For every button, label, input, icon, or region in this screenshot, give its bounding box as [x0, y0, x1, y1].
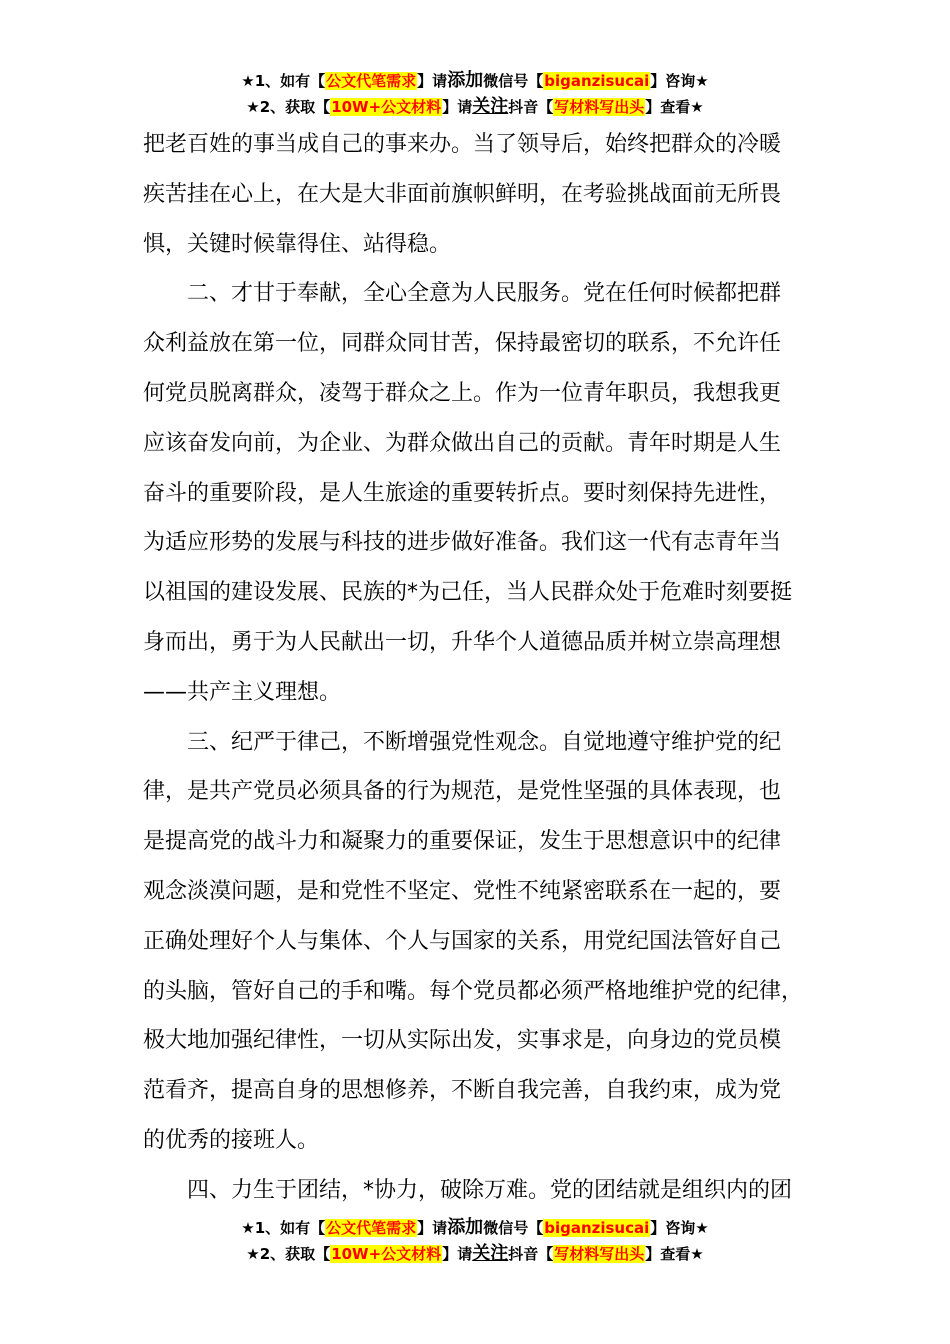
banner-text: 抖音【	[508, 1245, 554, 1263]
banner-text: 】查看★	[645, 1245, 704, 1263]
text-line: 二、才甘于奉献，全心全意为人民服务。党在任何时候都把群	[187, 281, 782, 307]
text-line: ——共产主义理想。	[143, 679, 342, 705]
banner-highlight-wechat: biganzisucai	[544, 72, 650, 90]
text-line: 正确处理好个人与集体、个人与国家的关系，用党纪国法管好自己	[143, 928, 782, 954]
banner-text: 微信号【	[483, 72, 544, 90]
text-line: 的优秀的接班人。	[143, 1127, 320, 1153]
banner-text: 】请	[417, 72, 448, 90]
text-line: 为适应形势的发展与科技的进步做好准备。我们这一代有志青年当	[143, 530, 782, 556]
banner-text: ★1、如有【	[241, 72, 326, 90]
banner-text: 】请	[442, 1245, 473, 1263]
banner-line-2	[0, 94, 950, 120]
text-line: 观念淡漠问题，是和党性不坚定、党性不纯紧密联系在一起的，要	[143, 878, 782, 904]
banner-emphasis: 添加	[447, 70, 484, 91]
banner-text: ★1、如有【	[241, 1219, 326, 1237]
text-line: 惧，关键时候靠得住、站得稳。	[143, 231, 452, 257]
banner-text: ★2、获取【	[246, 98, 331, 116]
text-line: 律，是共产党员必须具备的行为规范，是党性坚强的具体表现，也	[143, 779, 782, 805]
banner-highlight: 公文代笔需求	[326, 1219, 417, 1237]
banner-line-2	[0, 1241, 950, 1267]
text-line: 众利益放在第一位，同群众同甘苦，保持最密切的联系，不允许任	[143, 331, 782, 357]
banner-line-1	[0, 68, 950, 94]
text-line: 四、力生于团结，*协力，破除万难。党的团结就是组织内的团	[187, 1177, 793, 1203]
document-body	[143, 120, 833, 1216]
text-line: 疾苦挂在心上，在大是大非面前旗帜鲜明，在考验挑战面前无所畏	[143, 181, 782, 207]
text-line: 奋斗的重要阶段，是人生旅途的重要转折点。要时刻保持先进性，	[143, 480, 782, 506]
banner-highlight: 公文代笔需求	[326, 72, 417, 90]
text-line: 的头脑，管好自己的手和嘴。每个党员都必须严格地维护党的纪律，	[143, 978, 804, 1004]
text-line: 应该奋发向前，为企业、为群众做出自己的贡献。青年时期是人生	[143, 430, 782, 456]
text-line: 把老百姓的事当成自己的事来办。当了领导后，始终把群众的冷暖	[143, 132, 782, 157]
banner-text: 抖音【	[508, 98, 554, 116]
footer-banner	[0, 1215, 950, 1267]
text-line: 范看齐，提高自身的思想修养，不断自我完善，自我约束，成为党	[143, 1078, 782, 1104]
banner-line-1	[0, 1215, 950, 1241]
banner-text: 】查看★	[645, 98, 704, 116]
banner-emphasis: 添加	[447, 1217, 484, 1238]
banner-highlight-wechat: biganzisucai	[544, 1219, 650, 1237]
banner-highlight: 10W+公文材料	[331, 1245, 442, 1263]
banner-emphasis: 关注	[472, 1243, 509, 1264]
banner-text: 】咨询★	[650, 72, 709, 90]
header-banner	[0, 68, 950, 120]
banner-text: 】请	[442, 98, 473, 116]
banner-highlight-douyin: 写材料写出头	[554, 1245, 645, 1263]
banner-text: 】请	[417, 1219, 448, 1237]
text-line: 身而出，勇于为人民献出一切，升华个人道德品质并树立崇高理想	[143, 629, 782, 655]
text-line: 以祖国的建设发展、民族的*为己任，当人民群众处于危难时刻要挺	[143, 580, 793, 606]
text-line: 三、纪严于律己，不断增强党性观念。自觉地遵守维护党的纪	[187, 729, 782, 755]
text-line: 是提高党的战斗力和凝聚力的重要保证，发生于思想意识中的纪律	[143, 829, 782, 855]
banner-highlight: 10W+公文材料	[331, 98, 442, 116]
text-line: 极大地加强纪律性，一切从实际出发，实事求是，向身边的党员模	[143, 1028, 782, 1054]
banner-text: 微信号【	[483, 1219, 544, 1237]
banner-highlight-douyin: 写材料写出头	[554, 98, 645, 116]
banner-text: ★2、获取【	[246, 1245, 331, 1263]
banner-emphasis: 关注	[472, 96, 509, 117]
banner-text: 】咨询★	[650, 1219, 709, 1237]
text-line: 何党员脱离群众，凌驾于群众之上。作为一位青年职员，我想我更	[143, 380, 782, 406]
